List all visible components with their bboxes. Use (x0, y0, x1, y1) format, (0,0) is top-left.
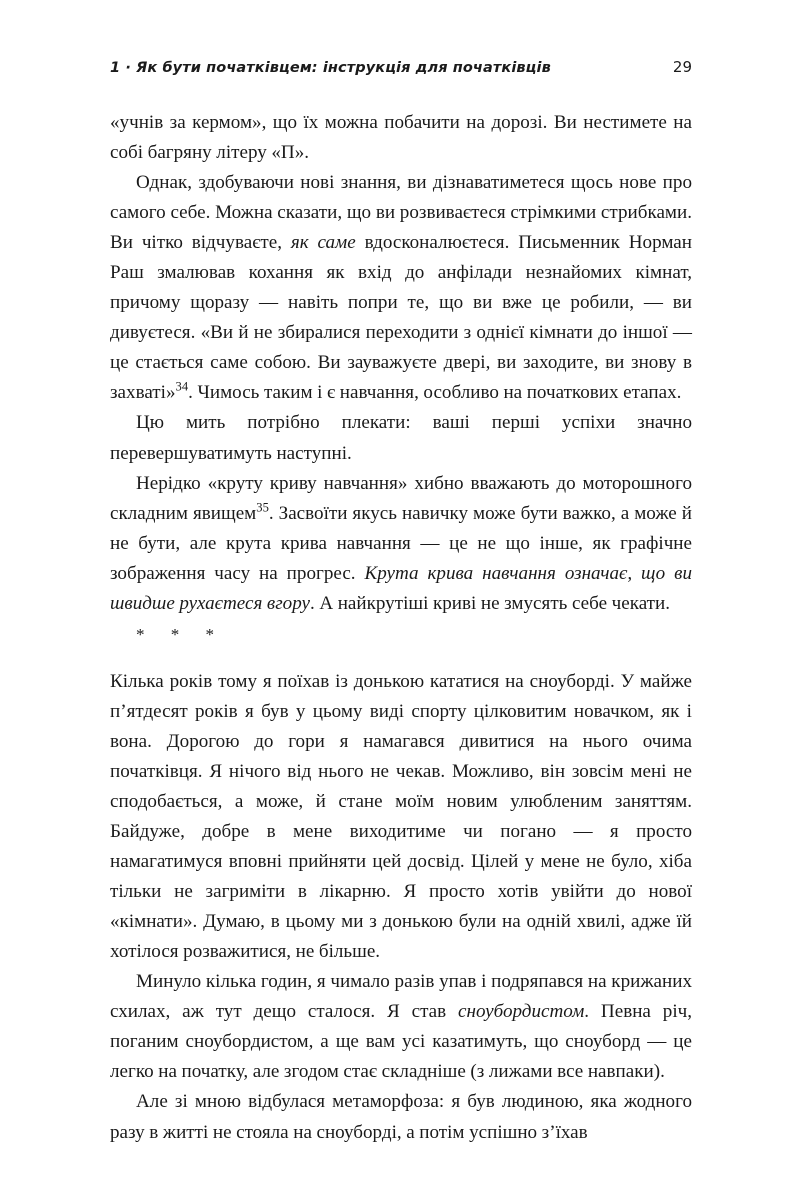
paragraph (110, 667, 692, 967)
paragraph (110, 108, 692, 168)
body-text: Кілька років тому я поїхав із донькою кататися на сноуборді. У майже п’ятдесят років я був у цьому виді спорту цілковитим новачком, як і вона. Дорогою до гори я намагався дивитися на нього очима початківця. Я нічого від нього не чекав. Можливо, він зовсім мені не сподобається, а може, й стане моїм новим улюбленим заняттям. Байдуже, добре в мене виходитиме чи погано — я просто намагатимуся вповні прийняти цей досвід. Цілей у мене не було, хіба тільки не загриміти в лікарню. Я просто хотів увійти до нової «кімнати». Думаю, в цьому ми з донькою були на одній хвилі, адже їй хотілося розважитися, не більше. (110, 670, 692, 963)
emphasis-text: сноубордистом (458, 1001, 585, 1023)
body-text-block (110, 108, 692, 1148)
running-head-title: 1 · Як бути початківцем: інструкція для початківців (110, 60, 551, 76)
page-number: 29 (672, 58, 692, 76)
body-text: «учнів за кермом», що їх можна побачити на дорозі. Ви нестимете на собі багряну літеру «П». (110, 112, 692, 164)
body-text: Однак, здобуваючи нові знання, ви дізнаватиметеся щось нове про самого себе. Можна сказати, що ви розвиваєтеся стрімкими стрибками. Ви чітко відчуваєте, (110, 172, 692, 254)
body-text: Цю мить потрібно плекати: ваші перші успіхи значно перевершуватимуть наступні. (110, 412, 692, 464)
body-text: . А найкрутіші криві не змусять себе чекати. (309, 592, 671, 614)
paragraph (110, 469, 692, 619)
emphasis-text: як саме (290, 232, 356, 254)
body-text: . Засвоїти якусь навичку може бути важко, а може й не бути, але крута крива навчання — це не що інше, як графічне зображення часу на прогрес. (110, 502, 692, 584)
body-text: Але зі мною відбулася метаморфоза: я був людиною, яка жодного разу в житті не стояла на сноуборді, а потім успішно з’їхав (110, 1091, 692, 1143)
emphasis-text: Крута крива навчання означає, що ви швидше рухаєтеся вгору (110, 562, 692, 614)
body-text: Нерідко «круту криву навчання» хибно вважають до моторошного складним явищем (110, 472, 692, 524)
paragraph (110, 168, 692, 408)
body-text: . Чимось таким і є навчання, особливо на початкових етапах. (188, 382, 682, 404)
paragraph (110, 967, 692, 1087)
section-break (110, 619, 692, 667)
paragraph (110, 408, 692, 468)
body-text: . Певна річ, поганим сноубордистом, а ще вам усі казатимуть, що сноуборд — це легко на початку, але згодом стає складніше (з лижами все навпаки). (110, 1001, 693, 1083)
body-text: Минуло кілька годин, я чимало разів упав і подряпався на крижаних схилах, аж тут дещо сталося. Я став (110, 971, 692, 1023)
paragraph (110, 1087, 692, 1147)
body-text: вдосконалюєтеся. Письменник Норман Раш змалював кохання як вхід до анфілади незнайомих кімнат, причому щоразу — навіть попри те, що ви вже це робили, — ви дивуєтеся. «Ви й не збиралися переходити з однієї кімнати до іншої — це стається саме собою. Ви зауважуєте двері, ви заходите, ви знову в захваті» (110, 232, 692, 404)
running-head (110, 58, 692, 76)
footnote-reference: 34 (175, 380, 189, 395)
footnote-reference: 35 (256, 500, 269, 515)
asterisk-separator: * * * (136, 624, 225, 644)
